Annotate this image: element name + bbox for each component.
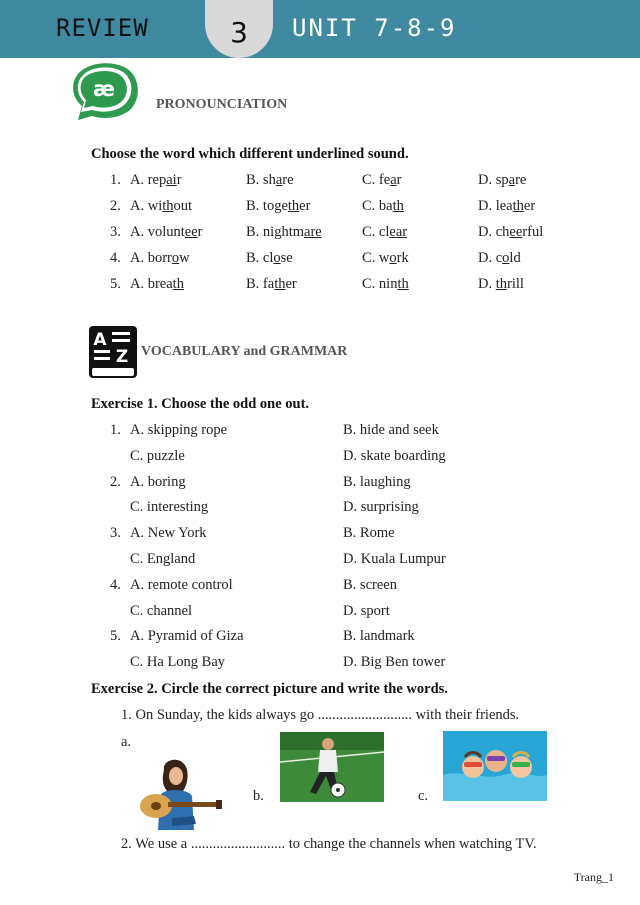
underlined-sound: th bbox=[397, 276, 409, 292]
underlined-sound: o bbox=[273, 250, 281, 266]
option-text: B. cl bbox=[246, 250, 274, 266]
question-number: 2. bbox=[110, 198, 121, 214]
underlined-sound: are bbox=[304, 224, 322, 240]
question-number: 4. bbox=[110, 576, 121, 593]
exercise-1-title: Exercise 1. Choose the odd one out. bbox=[91, 396, 310, 412]
answer-option[interactable]: D. skate boarding bbox=[343, 447, 446, 464]
answer-option[interactable]: A. boring bbox=[130, 473, 186, 490]
question-number: 2. bbox=[110, 473, 121, 490]
letter-a: A bbox=[93, 330, 107, 350]
option-text: out bbox=[173, 198, 193, 214]
underlined-sound: th bbox=[287, 198, 300, 214]
underlined-sound: th bbox=[172, 276, 184, 292]
question-number: 3. bbox=[110, 525, 121, 542]
answer-option[interactable] bbox=[362, 276, 409, 293]
underlined-sound: th bbox=[162, 198, 174, 214]
pronunciation-title: PRONOUNCIATION bbox=[156, 97, 288, 112]
answer-option[interactable] bbox=[246, 276, 297, 293]
ae-symbol: æ bbox=[92, 77, 116, 101]
a-z-book-icon bbox=[86, 324, 140, 382]
soccer-boy-picture[interactable] bbox=[280, 732, 384, 802]
answer-option[interactable]: D. sport bbox=[343, 602, 390, 619]
option-text: C. nin bbox=[362, 276, 398, 292]
answer-option[interactable]: C. Ha Long Bay bbox=[130, 654, 226, 671]
answer-option[interactable] bbox=[362, 224, 407, 241]
underlined-sound: ee bbox=[184, 224, 198, 240]
answer-option[interactable]: A. Pyramid of Giza bbox=[130, 628, 244, 645]
page-footer: Trang_1 bbox=[573, 870, 614, 884]
picture-label-c: c. bbox=[418, 788, 429, 804]
option-text: er bbox=[299, 198, 311, 214]
question-number: 1. bbox=[110, 422, 121, 438]
answer-option[interactable] bbox=[362, 250, 409, 267]
option-text: re bbox=[282, 172, 294, 188]
underlined-sound: th bbox=[512, 198, 524, 214]
option-text: A. rep bbox=[130, 172, 167, 188]
option-text: rk bbox=[396, 250, 409, 266]
underlined-sound: o bbox=[502, 250, 510, 266]
option-text: D. c bbox=[478, 250, 503, 266]
answer-option[interactable] bbox=[362, 198, 404, 215]
option-text: r bbox=[176, 172, 182, 188]
picture-label-a: a. bbox=[121, 734, 132, 750]
option-text: C. cl bbox=[362, 224, 390, 240]
option-text: A. borr bbox=[130, 250, 172, 266]
underlined-sound: ear bbox=[389, 224, 408, 240]
swimming-kids-picture[interactable] bbox=[443, 731, 547, 801]
review-number: 3 bbox=[230, 16, 248, 49]
underlined-sound: th bbox=[392, 198, 404, 214]
underlined-sound: o bbox=[171, 250, 180, 266]
answer-option[interactable] bbox=[130, 276, 184, 293]
answer-option[interactable]: D. Big Ben tower bbox=[343, 654, 446, 671]
answer-option[interactable]: B. screen bbox=[343, 576, 397, 593]
exercise-2-question-2: 2. We use a .......................... to change the channels when watching TV. bbox=[121, 836, 537, 852]
answer-option[interactable] bbox=[246, 172, 294, 189]
option-text: B. fa bbox=[246, 276, 275, 292]
answer-option[interactable] bbox=[246, 250, 293, 267]
review-number-badge bbox=[205, 0, 273, 58]
option-text: A. volunt bbox=[130, 224, 185, 240]
option-text: D. sp bbox=[478, 172, 509, 188]
question-number: 5. bbox=[110, 628, 121, 645]
option-text: ld bbox=[509, 250, 521, 266]
underlined-sound: a bbox=[508, 172, 516, 188]
question-number: 3. bbox=[110, 224, 121, 240]
option-text: D. ch bbox=[478, 224, 510, 240]
header-bar bbox=[0, 0, 640, 58]
answer-option[interactable] bbox=[130, 198, 192, 215]
option-text: A. brea bbox=[130, 276, 173, 292]
option-text: C. w bbox=[362, 250, 390, 266]
option-text: C. ba bbox=[362, 198, 393, 214]
answer-option[interactable]: B. landmark bbox=[343, 628, 415, 645]
answer-option[interactable]: A. New York bbox=[130, 525, 207, 542]
answer-option[interactable] bbox=[478, 224, 543, 241]
option-text: D. bbox=[478, 276, 496, 292]
answer-option[interactable]: C. channel bbox=[130, 602, 193, 619]
answer-option[interactable] bbox=[246, 224, 322, 241]
answer-option[interactable]: C. puzzle bbox=[130, 447, 185, 464]
answer-option[interactable] bbox=[130, 224, 203, 241]
answer-option[interactable]: A. remote control bbox=[130, 576, 233, 593]
underlined-sound: th bbox=[274, 276, 286, 292]
answer-option[interactable]: C. interesting bbox=[130, 499, 209, 516]
option-text: se bbox=[280, 250, 293, 266]
option-text: B. nightm bbox=[246, 224, 305, 240]
option-text: D. lea bbox=[478, 198, 513, 214]
answer-option[interactable]: B. Rome bbox=[343, 525, 395, 542]
answer-option[interactable] bbox=[478, 250, 521, 267]
underlined-sound: th bbox=[495, 276, 508, 292]
answer-option[interactable] bbox=[478, 172, 526, 189]
answer-option[interactable] bbox=[478, 276, 524, 293]
review-label: REVIEW bbox=[56, 14, 149, 42]
answer-option[interactable] bbox=[246, 198, 310, 215]
option-text: r bbox=[396, 172, 402, 188]
underlined-sound: ai bbox=[166, 172, 177, 188]
answer-option[interactable] bbox=[362, 172, 401, 189]
option-text: er bbox=[523, 198, 536, 214]
pronunciation-instruction: Choose the word which different underlined sound. bbox=[91, 146, 409, 162]
answer-option[interactable]: D. surprising bbox=[343, 499, 419, 516]
option-text: B. sh bbox=[246, 172, 276, 188]
question-number: 4. bbox=[110, 250, 121, 266]
exercise-2-title: Exercise 2. Circle the correct picture and write the words. bbox=[91, 681, 448, 697]
option-text: rill bbox=[507, 276, 524, 292]
picture-label-b: b. bbox=[253, 788, 264, 804]
guitar-girl-picture[interactable] bbox=[132, 756, 222, 830]
answer-option[interactable] bbox=[478, 198, 535, 215]
option-text: A. wi bbox=[130, 198, 163, 214]
option-text: w bbox=[179, 250, 190, 266]
answer-option[interactable] bbox=[130, 250, 190, 267]
option-text: r bbox=[197, 224, 203, 240]
vocabulary-title: VOCABULARY and GRAMMAR bbox=[141, 344, 348, 359]
option-text: er bbox=[285, 276, 297, 292]
underlined-sound: a bbox=[275, 172, 283, 188]
underlined-sound: o bbox=[389, 250, 397, 266]
question-number: 1. bbox=[110, 172, 121, 188]
answer-option[interactable]: A. skipping rope bbox=[130, 422, 228, 438]
answer-option[interactable]: B. hide and seek bbox=[343, 422, 439, 438]
answer-option[interactable]: D. Kuala Lumpur bbox=[343, 551, 446, 567]
letter-z: Z bbox=[115, 347, 129, 367]
option-text: re bbox=[515, 172, 527, 188]
underlined-sound: a bbox=[390, 172, 397, 188]
answer-option[interactable]: B. laughing bbox=[343, 473, 411, 490]
option-text: rful bbox=[522, 224, 544, 240]
question-number: 5. bbox=[110, 276, 121, 292]
answer-option[interactable] bbox=[130, 172, 182, 189]
unit-label: UNIT 7-8-9 bbox=[292, 14, 457, 42]
speech-bubble-icon bbox=[68, 60, 144, 128]
option-text: B. toge bbox=[246, 198, 288, 214]
answer-option[interactable]: C. England bbox=[130, 551, 196, 567]
underlined-sound: ee bbox=[509, 224, 523, 240]
option-text: C. fe bbox=[362, 172, 391, 188]
exercise-2-question-1: 1. On Sunday, the kids always go .......................... with their friends. bbox=[121, 707, 520, 723]
